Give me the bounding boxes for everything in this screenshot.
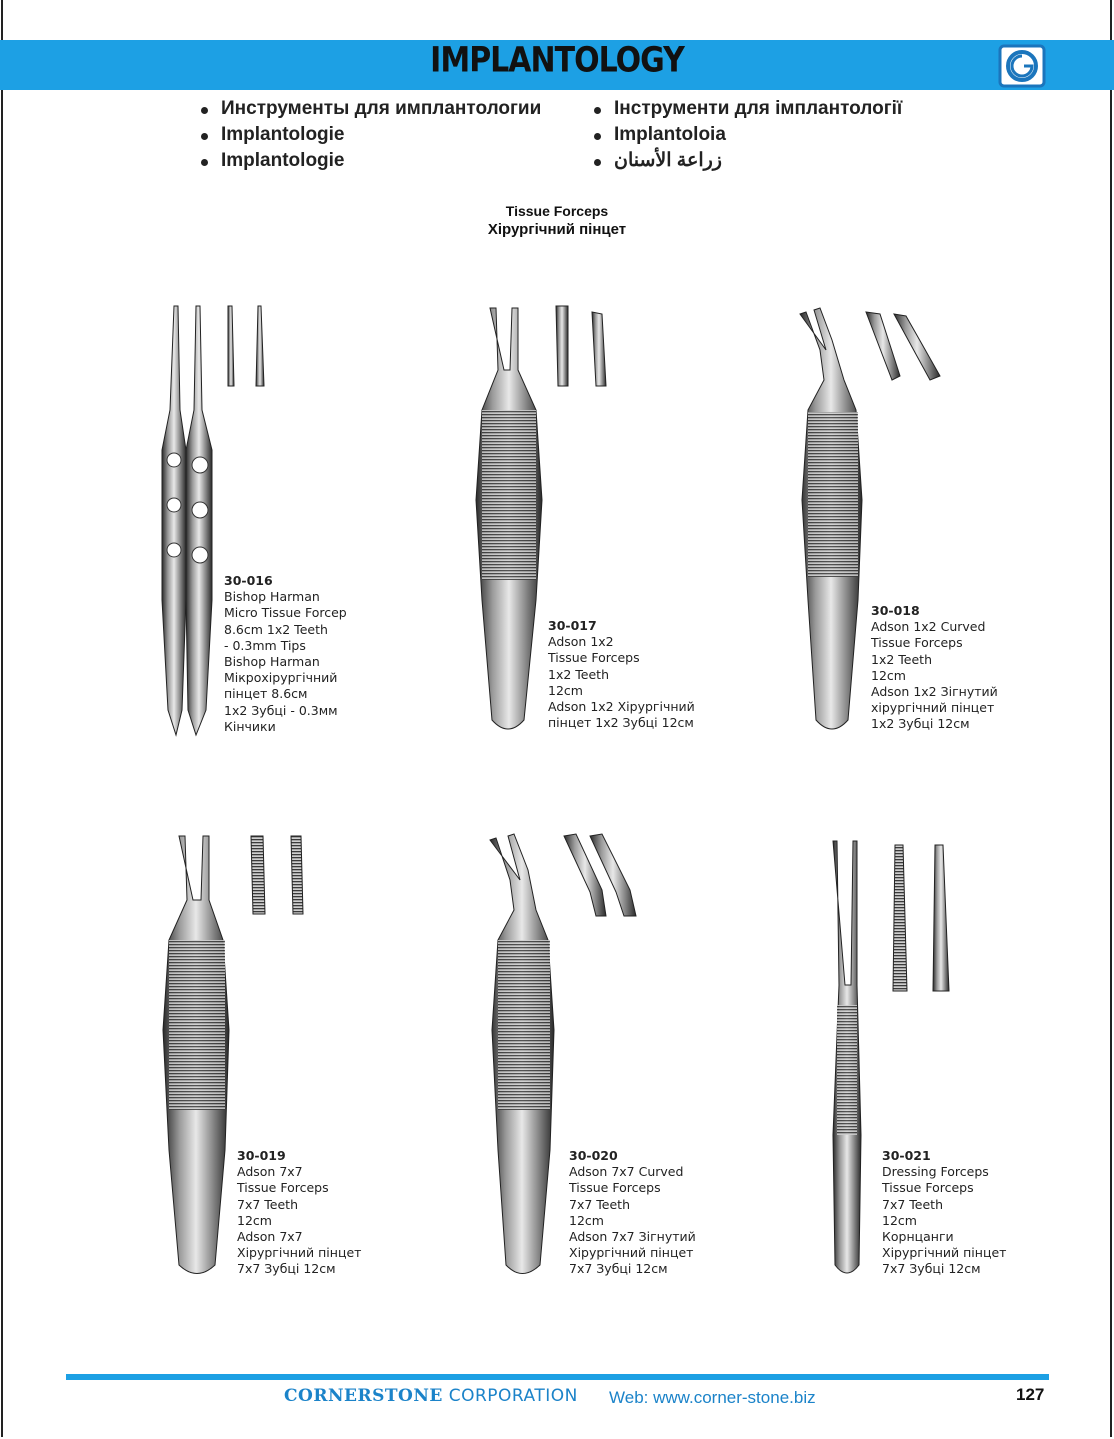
lang-item-russian: Инструменты для имплантологии: [197, 96, 541, 122]
caption-line: Adson 1x2: [548, 634, 614, 650]
caption-line: 7x7 Зубці 12см: [237, 1261, 336, 1277]
caption-line: 7x7 Teeth: [569, 1196, 630, 1212]
language-list-left: [197, 96, 541, 174]
product-caption-30-020: [569, 1148, 696, 1278]
caption-line: пінцет 1x2 Зубці 12см: [548, 715, 694, 731]
page-title: IMPLANTOLOGY: [430, 40, 684, 81]
caption-line: 7x7 Зубці 12см: [882, 1261, 981, 1277]
footer-web-link[interactable]: Web: www.corner-stone.biz: [609, 1388, 816, 1407]
product-code: 30-018: [871, 603, 920, 618]
caption-line: 1x2 Зубці - 0.3мм: [224, 702, 338, 718]
language-list-right: [590, 96, 902, 174]
caption-line: 8.6cm 1x2 Teeth: [224, 621, 328, 637]
caption-line: 1x2 Teeth: [871, 651, 932, 667]
product-code: 30-019: [237, 1148, 286, 1163]
lang-item-german: Implantologie: [197, 122, 541, 148]
caption-line: Adson 7x7 Зігнутий: [569, 1229, 696, 1245]
caption-line: Adson 7x7: [237, 1164, 303, 1180]
footer-brand-rest: CORPORATION: [442, 1386, 578, 1406]
product-caption-30-019: [237, 1148, 361, 1278]
caption-line: - 0.3mm Tips: [224, 637, 306, 653]
caption-line: Bishop Harman: [224, 654, 320, 670]
product-code: 30-020: [569, 1148, 618, 1163]
caption-line: Adson 7x7 Curved: [569, 1164, 684, 1180]
caption-line: 12cm: [871, 667, 906, 683]
section-title: [0, 202, 1114, 240]
caption-line: Мікрохірургічний: [224, 670, 338, 686]
section-title-ua: Хірургічний пінцет: [487, 221, 627, 238]
caption-line: 12cm: [569, 1212, 604, 1228]
caption-line: Tissue Forceps: [871, 635, 963, 651]
page-number: 127: [1016, 1385, 1045, 1404]
caption-line: Dressing Forceps: [882, 1164, 989, 1180]
lang-item-other: Implantoloia: [590, 122, 902, 148]
caption-line: Micro Tissue Forcep: [224, 605, 347, 621]
caption-line: хірургічний пінцет: [871, 700, 995, 716]
caption-line: Tissue Forceps: [548, 650, 640, 666]
caption-line: Adson 1x2 Зігнутий: [871, 684, 998, 700]
caption-line: Кінчики: [224, 718, 276, 734]
product-caption-30-016: [224, 573, 347, 735]
caption-line: Хірургічний пінцет: [882, 1245, 1007, 1261]
section-title-en: Tissue Forceps: [505, 203, 609, 219]
product-code: 30-021: [882, 1148, 931, 1163]
lang-item-arabic: زراعة الأسنان: [590, 148, 902, 174]
footer-brand: [284, 1386, 578, 1406]
caption-line: Корнцанги: [882, 1229, 954, 1245]
caption-line: пінцет 8.6см: [224, 686, 308, 702]
product-caption-30-021: [882, 1148, 1006, 1278]
product-caption-30-017: [548, 618, 695, 731]
caption-line: Хірургічний пінцет: [237, 1245, 362, 1261]
caption-line: 1x2 Teeth: [548, 666, 609, 682]
caption-line: Adson 1x2 Хірургічний: [548, 699, 695, 715]
caption-line: 1x2 Зубці 12см: [871, 716, 970, 732]
caption-line: Bishop Harman: [224, 589, 320, 605]
caption-line: Adson 1x2 Curved: [871, 619, 986, 635]
caption-line: Adson 7x7: [237, 1229, 303, 1245]
product-code: 30-016: [224, 573, 273, 588]
caption-line: Хірургічний пінцет: [569, 1245, 694, 1261]
caption-line: 12cm: [237, 1212, 272, 1228]
caption-line: Tissue Forceps: [237, 1180, 329, 1196]
footer-brand-bold: CORNERSTONE: [284, 1386, 443, 1406]
caption-line: 12cm: [548, 682, 583, 698]
product-caption-30-018: [871, 603, 998, 733]
footer-divider: [66, 1374, 1049, 1380]
lang-item-ukrainian: Інструменти для імплантології: [590, 96, 902, 122]
caption-line: 7x7 Teeth: [237, 1196, 298, 1212]
caption-line: 7x7 Зубці 12см: [569, 1261, 668, 1277]
caption-line: Tissue Forceps: [569, 1180, 661, 1196]
caption-line: 7x7 Teeth: [882, 1196, 943, 1212]
lang-item-french: Implantologie: [197, 148, 541, 174]
caption-line: Tissue Forceps: [882, 1180, 974, 1196]
company-logo-icon: [998, 44, 1046, 88]
product-code: 30-017: [548, 618, 597, 633]
caption-line: 12cm: [882, 1212, 917, 1228]
